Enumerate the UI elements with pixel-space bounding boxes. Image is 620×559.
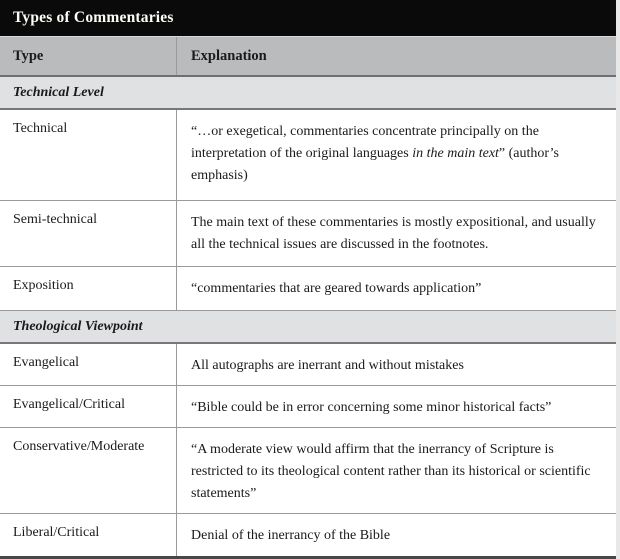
table-title: Types of Commentaries [13, 9, 174, 26]
section-header-theological-viewpoint [0, 311, 616, 344]
type-label: Exposition [13, 278, 74, 293]
explanation-text: “commentaries that are geared towards application” [191, 281, 482, 296]
table-row-evangelical [0, 344, 616, 386]
type-cell [0, 267, 177, 310]
column-header-explanation-label: Explanation [191, 48, 267, 64]
section-heading: Technical Level [13, 84, 104, 100]
explanation-text: ” (author’s emphasis) [191, 146, 559, 183]
section-heading: Theological Viewpoint [13, 318, 143, 334]
type-cell [0, 201, 177, 266]
type-label: Evangelical [13, 355, 80, 370]
explanation-cell [177, 201, 616, 266]
explanation-text: The main text of these commentaries is mostly expositional, and usually all the technical issues are discussed in the footnotes. [191, 215, 596, 252]
column-header-row [0, 37, 616, 77]
explanation-cell [177, 110, 616, 200]
explanation-text: “…or exegetical, commentaries concentrate principally on the interpretation of the original languages [191, 124, 539, 161]
type-cell [0, 344, 177, 385]
type-label: Semi-technical [13, 212, 97, 227]
type-cell [0, 514, 177, 556]
type-cell [0, 428, 177, 513]
explanation-italic-text: in the main text [412, 146, 499, 161]
table-row-liberal-critical [0, 514, 616, 556]
explanation-text: All autographs are inerrant and without mistakes [191, 358, 464, 373]
type-label: Liberal/Critical [13, 525, 100, 540]
explanation-cell [177, 267, 616, 310]
type-cell [0, 386, 177, 427]
column-header-explanation [177, 37, 616, 75]
table-row-technical [0, 110, 616, 201]
explanation-text: “Bible could be in error concerning some minor historical facts” [191, 400, 552, 415]
explanation-text: “A moderate view would affirm that the inerrancy of Scripture is restricted to its theological content rather than its historical or scientific statements” [191, 442, 591, 501]
explanation-text: Denial of the inerrancy of the Bible [191, 528, 391, 543]
table-row-semi-technical [0, 201, 616, 267]
explanation-cell [177, 428, 616, 513]
explanation-cell [177, 386, 616, 427]
type-label: Technical [13, 121, 68, 136]
column-header-type [0, 37, 177, 75]
type-cell [0, 110, 177, 200]
explanation-cell [177, 344, 616, 385]
type-label: Conservative/Moderate [13, 439, 145, 454]
section-header-technical-level [0, 77, 616, 110]
table-row-conservative-moderate [0, 428, 616, 514]
explanation-cell [177, 514, 616, 556]
type-label: Evangelical/Critical [13, 397, 125, 412]
table-row-evangelical-critical [0, 386, 616, 428]
table-title-bar [0, 0, 616, 37]
column-header-type-label: Type [13, 47, 44, 64]
table-row-exposition [0, 267, 616, 311]
